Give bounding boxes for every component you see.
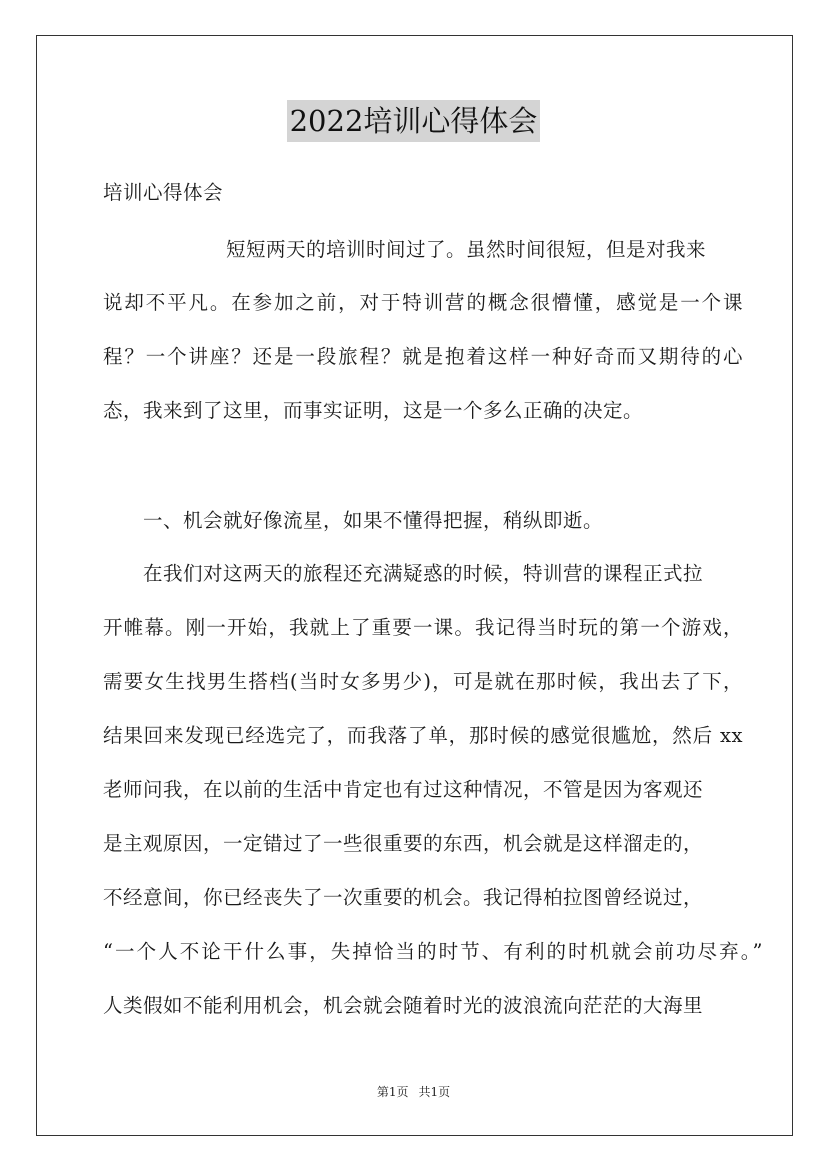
paragraph-line: 结果回来发现已经选完了，而我落了单，那时候的感觉很尴尬，然后 xx [103,724,743,747]
paragraph-line: 程？一个讲座？还是一段旅程？就是抱着这样一种好奇而又期待的心 [103,345,743,368]
paragraph-line: 不经意间，你已经丧失了一次重要的机会。我记得柏拉图曾经说过， [103,886,704,909]
paragraph-line: 需要女生找男生搭档(当时女多男少)，可是就在那时候，我出去了下， [103,670,743,693]
section-heading: 一、机会就好像流星，如果不懂得把握，稍纵即逝。 [143,509,604,532]
paragraph-line: 老师问我，在以前的生活中肯定也有过这种情况，不管是因为客观还 [103,778,704,801]
document-title: 2022培训心得体会 [287,100,541,142]
page-number: 第1页 [376,1085,409,1099]
paragraph-line: 是主观原因，一定错过了一些很重要的东西，机会就是这样溜走的， [103,832,704,855]
paragraph-line: 人类假如不能利用机会，机会就会随着时光的波浪流向茫茫的大海里 [103,994,704,1017]
page-total: 共1页 [418,1085,451,1099]
document-subtitle: 培训心得体会 [103,181,224,204]
paragraph-line: 说却不平凡。在参加之前，对于特训营的概念很懵懂，感觉是一个课 [103,291,743,314]
page-footer [0,1084,827,1100]
title-container [0,100,827,142]
paragraph-line: “一个人不论干什么事，失掉恰当的时节、有利的时机就会前功尽弃。” [103,940,763,963]
paragraph-line: 在我们对这两天的旅程还充满疑惑的时候，特训营的课程正式拉 [143,562,704,585]
paragraph-line: 态，我来到了这里，而事实证明，这是一个多么正确的决定。 [103,399,644,422]
paragraph-line: 开帷幕。刚一开始，我就上了重要一课。我记得当时玩的第一个游戏， [103,616,743,639]
paragraph-line: 短短两天的培训时间过了。虽然时间很短，但是对我来 [226,238,707,261]
